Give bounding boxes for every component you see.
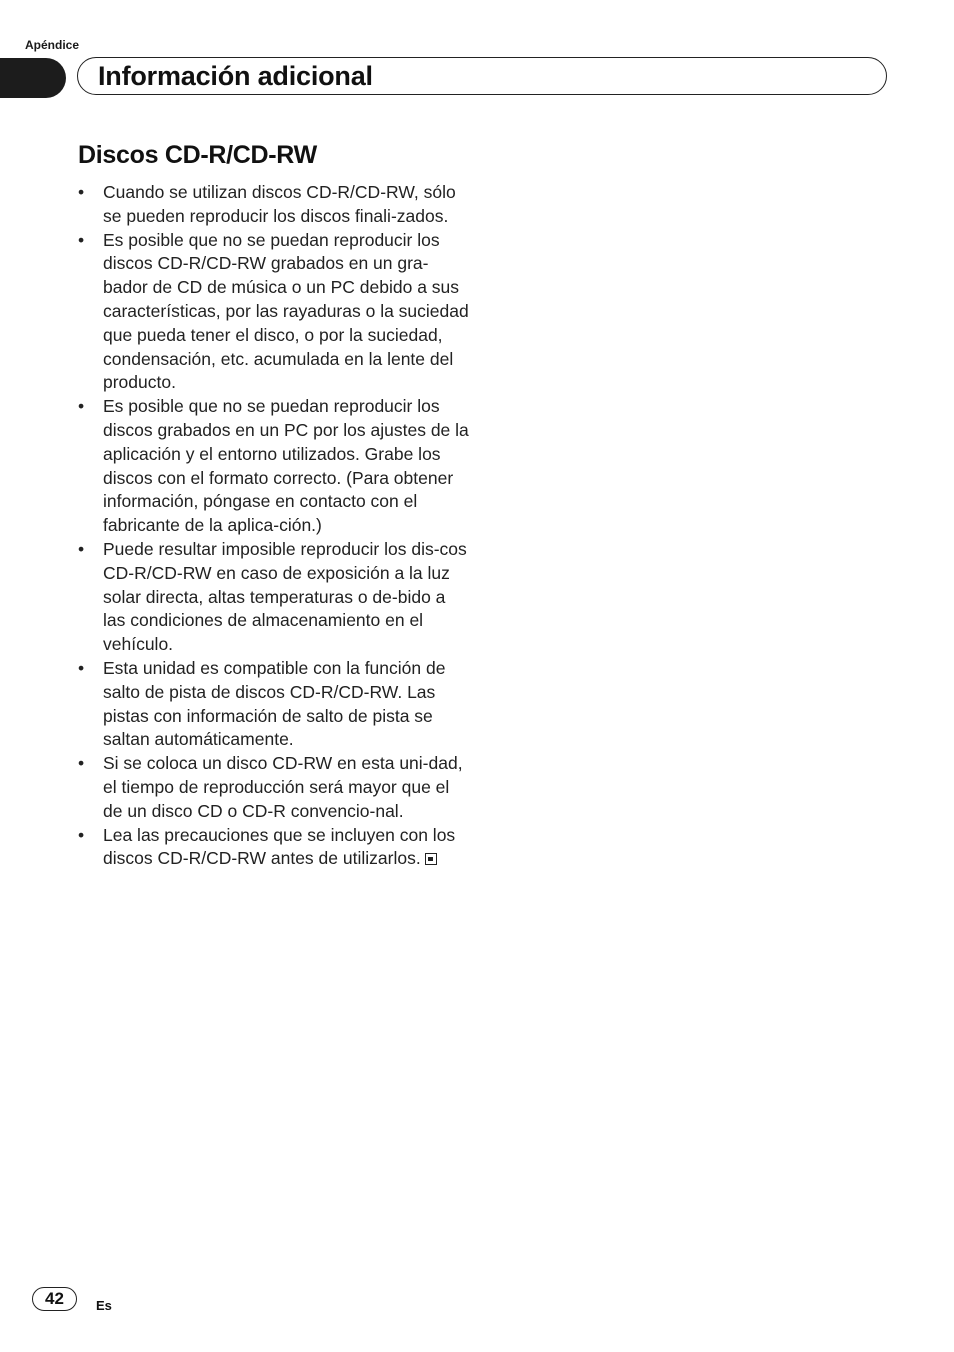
chapter-tab <box>0 58 66 98</box>
list-item <box>78 657 470 752</box>
list-item-text: Puede resultar imposible reproducir los dis-cos CD-R/CD-RW en caso de exposición a la luz solar directa, altas temperaturas o de-bido a las condiciones de almacenamiento en el vehículo. <box>103 538 467 655</box>
bullet-icon: • <box>78 824 85 845</box>
bullet-icon: • <box>78 657 85 678</box>
header-title: Información adicional <box>98 61 373 91</box>
page-number-badge: 42 <box>32 1287 77 1311</box>
bullet-icon: • <box>78 182 85 202</box>
bullet-icon: • <box>78 538 85 559</box>
list-item-text: Si se coloca un disco CD-RW en esta uni-dad, el tiempo de reproducción será mayor que el de un disco CD o CD-R convencio-nal. <box>103 753 463 821</box>
list-item-text: Lea las precauciones que se incluyen con los discos CD-R/CD-RW antes de utilizarlos. <box>103 824 456 869</box>
list-item <box>78 229 470 396</box>
bullet-icon: • <box>78 753 85 774</box>
list-item-text: Es posible que no se puedan reproducir los discos CD-R/CD-RW grabados en un gra-bador de CD de música o un PC debido a sus características, por las rayaduras o la suciedad que pueda tener el disco, o por la suciedad, condensación, etc. acumulada en la lente del producto. <box>103 229 469 393</box>
list-item <box>78 395 470 538</box>
list-item <box>78 538 470 657</box>
bullet-icon: • <box>78 396 85 417</box>
list-item <box>78 181 470 229</box>
bullet-icon: • <box>78 229 85 250</box>
list-item-text: Esta unidad es compatible con la función de salto de pista de discos CD-R/CD-RW. Las pistas con información de salto de pista se saltan automáticamente. <box>103 657 446 750</box>
list-item-text: Es posible que no se puedan reproducir los discos grabados en un PC por los ajustes de la aplicación y el entorno utilizados. Grabe los discos con el formato correcto. (Para obtener información, póngase en contacto con el fabricante de la aplica-ción.) <box>103 396 469 536</box>
section-title: Discos CD-R/CD-RW <box>78 141 317 169</box>
section-header-box <box>77 57 887 95</box>
language-code: Es <box>96 1298 112 1313</box>
bullet-list <box>78 181 470 871</box>
end-of-section-square-icon <box>425 853 437 865</box>
list-item <box>78 752 470 823</box>
list-item-text: Cuando se utilizan discos CD-R/CD-RW, sólo se pueden reproducir los discos finali-zados. <box>103 182 456 226</box>
list-item <box>78 824 470 872</box>
appendix-label: Apéndice <box>25 38 80 52</box>
